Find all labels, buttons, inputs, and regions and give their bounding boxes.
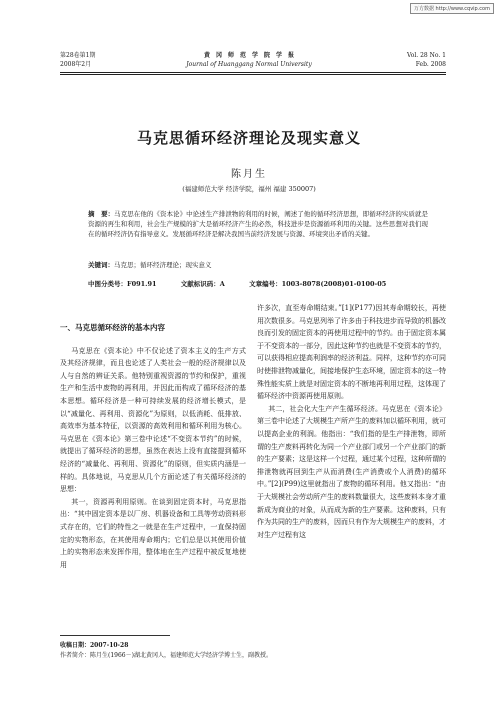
- body-paragraph: 其一，资源再利用原则。在谈到固定资本时，马克思指出：“其中固定资本是以厂房、机器设备和工具等劳动资料形式存在的，它们的特性之一就是在生产过程中，一直保持固定的实物形态，在其使用寿命期内；它们总是以其使用价值上的实物形态来发挥作用，整体地在生产过程中被反复地使用: [60, 497, 246, 569]
- clc-number: 中图分类号：F091.91: [88, 280, 157, 288]
- author-affiliation: (福建师范大学 经济学院，福州 福建 350007): [182, 185, 316, 193]
- article-number: 文章编号：1003-8078(2008)01-0100-05: [249, 280, 387, 288]
- footnote-rule: [60, 635, 170, 636]
- header-date-en: Feb. 2008: [415, 61, 446, 68]
- header-journal-en: Journal of Huanggang Normal University: [186, 61, 312, 68]
- section-heading: 一、马克思循环经济的基本内容: [60, 323, 165, 332]
- keywords-text: 马克思；循环经济理论；现实意义: [114, 261, 212, 269]
- header-journal-cn: 黄 冈 师 范 学 院 学 报: [203, 52, 294, 59]
- keywords-label: 关键词：: [88, 261, 114, 269]
- header-rule-thin: [60, 74, 446, 75]
- abstract: [88, 209, 428, 239]
- body-paragraph: 马克思在《资本论》中不仅论述了资本主义的生产方式及其经济规律，而且也论述了人类社会一般的经济规律以及人与自然的辨证关系。他特别重视资源的节约和保护，重视生产和生活中废物的再利用，并因此而构成了循环经济的基本思想。循环经济是一种可持续发展的经济增长模式，是以“减量化、再利用、资源化”为原则，以低消耗、低排放、高效率为基本特征，以资源的高效利用和循环利用为核心。马克思在《资本论》第三卷中论述“不变资本节约”的时候，就提出了循环经济的思想，虽然在表达上没有直接提到循环经济的“减量化、再利用、资源化”的原则，但实质内涵是一样的。具体地说，马克思从几个方面论述了有关循环经济的思想：: [60, 346, 246, 494]
- header-date-cn: 2008年2月: [60, 61, 92, 68]
- article-title: 马克思循环经济理论及现实意义: [136, 129, 361, 147]
- abstract-text: 马克思在他的《资本论》中论述生产排泄物的利用的时候，阐述了他的循环经济思想，即循环经济的实质就是资源的再生和利用，社会生产规模的扩大是循环经济产生的必然，科技进步是资源循环利用的关键。这些思想对我们现在的循环经济仍有指导意义。发展循环经济是解决我国当前经济发展与资源、环境突出矛盾的关键。: [88, 210, 429, 238]
- keywords: [88, 260, 428, 269]
- header-volume-en: Vol. 28 No. 1: [406, 52, 446, 59]
- abstract-label: 摘 要：: [88, 210, 115, 218]
- left-column: [60, 322, 246, 571]
- source-stamp: 万方数据 http://www.cqvip.com: [410, 3, 494, 14]
- article-author: 陈月生: [231, 169, 267, 180]
- header-rule: [60, 72, 446, 73]
- body-paragraph: 其二，社会化大生产产生循环经济。马克思在《资本论》第三卷中论述了大规模生产所产生的废料加以循环利用，就可以提高企业的利润。他指出：“我们指的是生产排泄物，即所谓的生产废料再转化为同一个产业部门或另一个产业部门的新的生产要素；这是这样一个过程，通过某个过程，这种所谓的排泄物就再回到生产从而消费(生产消费或个人消费)的循环中。”[2](P99)这里就指出了废物的循环利用。他又指出：“由于大规模社会劳动所产生的废料数量很大，这些废料本身才重新成为商业的对象，从而成为新的生产要素。这种废料，只有作为共同的生产的废料，因而只有作为大规模生产的废料，才对生产过程有这: [257, 404, 446, 539]
- header-volume-cn: 第28卷第1期: [60, 52, 96, 59]
- right-column: [257, 302, 446, 541]
- author-bio: 作者简介：陈月生(1966－)湖北黄冈人，福建师范大学经济学博士生，副教授。: [60, 652, 272, 659]
- received-date: 收稿日期：2007-10-28: [60, 642, 129, 649]
- document-code: 文献标识码：A: [180, 280, 225, 288]
- classification-line: [88, 279, 448, 288]
- body-paragraph: 许多次，直至寿命期结束。”[1](P177)因其寿命期较长，再使用次数很多。马克思列举了许多由于科技进步而导致的机器改良而引发的固定资本的再使用过程中的节约。由于固定资本属于不变资本的一部分，因此这种节约也就是不变资本的节约，可以获得相应提高利润率的经济利益。同样，这种节约亦可同时使排泄物减量化，间接地保护生态环境，固定资本的这一特殊性能实质上就是对固定资本的不断地再利用过程，这体现了循环经济中资源再使用原则。: [257, 304, 446, 401]
